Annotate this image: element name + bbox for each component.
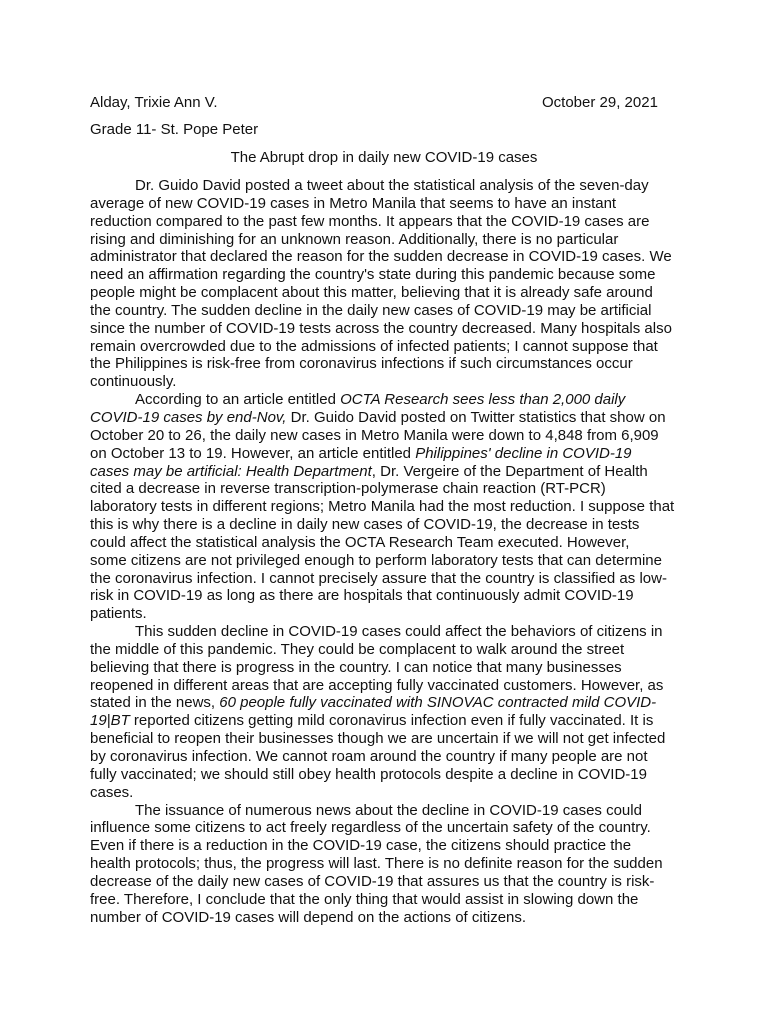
text-line: influence some citizens to act freely regardless of the uncertain safety of the country. — [90, 819, 651, 837]
text-line: risk in COVID-19 as long as there are hospitals that continuously admit COVID-19 — [90, 587, 634, 605]
text-line: decrease of the daily new cases of COVID-19 that assures us that the country is risk- — [90, 872, 655, 890]
text-line: people might be complacent about this matter, believing that it is already safe around — [90, 284, 653, 302]
text-line: remain overcrowded due to the admissions of infected patients; I cannot suppose that — [90, 337, 658, 355]
text-segment: According to an article entitled — [135, 391, 341, 409]
text-segment: on October 13 to 19. However, an article entitled — [90, 444, 416, 462]
text-line: The issuance of numerous news about the decline in COVID-19 cases could — [135, 801, 642, 819]
text-line — [90, 409, 730, 427]
text-line: the middle of this pandemic. They could be complacent to walk around the street — [90, 640, 625, 658]
text-segment: Dr. Guido David posted on Twitter statistics that show on — [286, 408, 666, 426]
text-line: believing that there is progress in the country. I can notice that many businesses — [90, 658, 622, 676]
text-segment: reported citizens getting mild coronavirus infection even if fully vaccinated. It is — [129, 712, 654, 730]
italic-cited-title: Philippines' decline in COVID-19 — [415, 444, 632, 462]
text-line: the country. The sudden decline in the daily new cases of COVID-19 may be artificial — [90, 301, 652, 319]
text-line: the Philippines is risk-free from coronavirus infections if such circumstances occur — [90, 355, 633, 373]
text-line — [90, 712, 730, 730]
paragraph-3 — [90, 623, 730, 801]
text-line: This sudden decline in COVID-19 cases could affect the behaviors of citizens in — [135, 623, 663, 641]
text-line: the coronavirus infection. I cannot precisely assure that the country is classified as low- — [90, 569, 667, 587]
text-line: Dr. Guido David posted a tweet about the statistical analysis of the seven-day — [135, 177, 649, 194]
text-line: number of COVID-19 cases will depend on the actions of citizens. — [90, 908, 527, 926]
text-line: cited a decrease in reverse transcription-polymerase chain reaction (RT-PCR) — [90, 480, 606, 498]
text-line: health protocols; thus, the progress will last. There is no definite reason for the sudden — [90, 855, 663, 873]
text-line: patients. — [90, 605, 147, 623]
text-line: beneficial to reopen their businesses though we are uncertain if we will not get infected — [90, 730, 666, 748]
text-line: fully vaccinated; we should still obey health protocols despite a decline in COVID-19 — [90, 765, 647, 783]
text-line: administrator that declared the reason for the sudden decrease in COVID-19 cases. We — [90, 248, 672, 266]
text-line — [90, 445, 730, 463]
italic-cited-title: COVID-19 cases by end-Nov, — [90, 408, 287, 426]
text-line — [90, 391, 730, 409]
text-line: reopened in different areas that are accepting fully vaccinated customers. However, as — [90, 676, 664, 694]
text-line: reduction compared to the past few months. It appears that the COVID-19 cases are — [90, 212, 650, 230]
essay-title: The Abrupt drop in daily new COVID-19 cases — [230, 149, 538, 166]
text-line: continuously. — [90, 373, 177, 391]
text-line: by coronavirus infection. We cannot roam around the country if many people are not — [90, 748, 648, 765]
italic-cited-title: 60 people fully vaccinated with SINOVAC contracted mild COVID- — [219, 694, 657, 712]
italic-cited-title: cases may be artificial: Health Department — [90, 462, 372, 480]
text-line: October 20 to 26, the daily new cases in Metro Manila were down to 4,848 from 6,909 — [90, 426, 659, 444]
author-name: Alday, Trixie Ann V. — [90, 94, 218, 111]
text-line: free. Therefore, I conclude that the only thing that would assist in slowing down the — [90, 890, 639, 908]
text-line — [90, 694, 730, 712]
text-line: this is why there is a decline in daily new cases of COVID-19, the decrease in tests — [90, 516, 640, 534]
text-line: rising and diminishing for an unknown reason. Additionally, there is no particular — [90, 230, 619, 248]
text-line: cases. — [90, 783, 134, 801]
paragraph-1 — [90, 177, 730, 391]
italic-cited-title: OCTA Research sees less than 2,000 daily — [340, 391, 626, 409]
paragraph-2 — [90, 391, 730, 623]
text-line: Even if there is a reduction in the COVID-19 case, the citizens should practice the — [90, 837, 632, 855]
italic-cited-title: 19|BT — [90, 712, 130, 730]
paragraph-4 — [90, 802, 730, 927]
text-line: since the number of COVID-19 tests across the country decreased. Many hospitals also — [90, 319, 672, 337]
grade-section: Grade 11- St. Pope Peter — [90, 121, 259, 138]
text-line: could affect the statistical analysis the OCTA Research Team executed. However, — [90, 533, 630, 551]
text-line: average of new COVID-19 cases in Metro Manila that seems to have an instant — [90, 194, 617, 212]
document-date: October 29, 2021 — [542, 94, 658, 111]
text-line — [90, 463, 730, 481]
essay-body — [90, 177, 730, 926]
text-line: some citizens are not privileged enough to perform laboratory tests that can determine — [90, 551, 662, 569]
text-segment: stated in the news, — [90, 694, 220, 712]
text-line: need an affirmation regarding the country's state during this pandemic because some — [90, 266, 656, 284]
text-line: laboratory tests in different regions; Metro Manila had the most reduction. I suppose that — [90, 498, 675, 516]
text-segment: , Dr. Vergeire of the Department of Health — [371, 462, 648, 480]
